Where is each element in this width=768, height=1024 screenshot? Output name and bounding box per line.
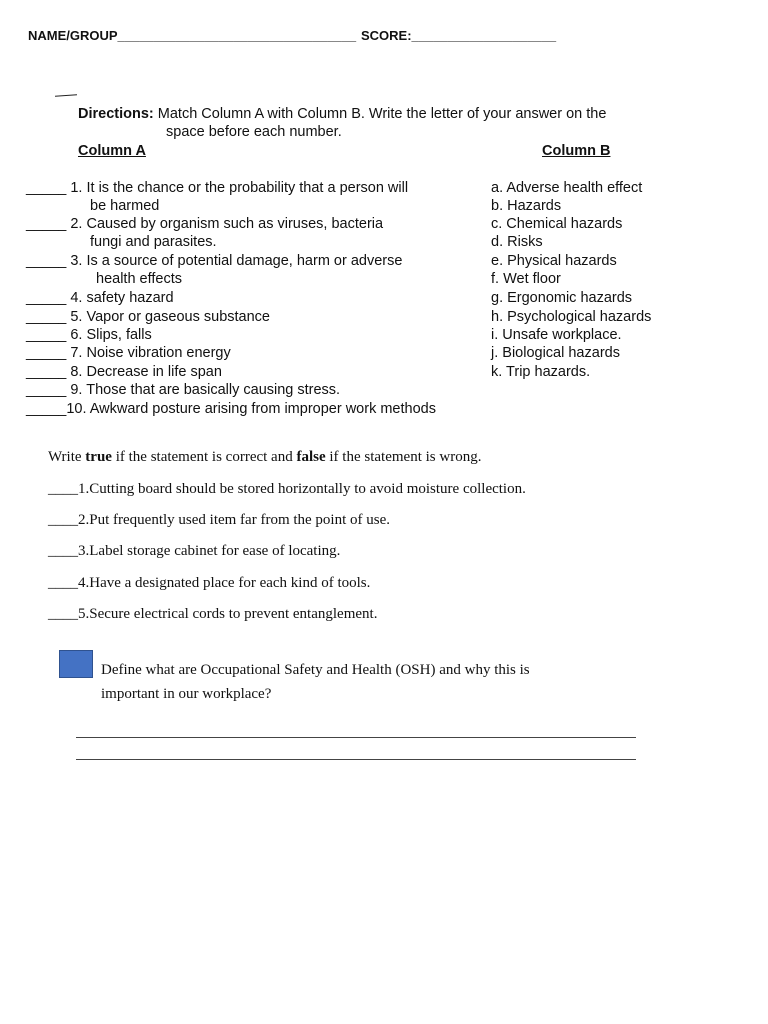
directions-label: Directions: (78, 106, 154, 122)
true-false-instructions (48, 449, 481, 466)
answer-blank[interactable]: _____ (26, 253, 67, 269)
directions-text: Match Column A with Column B. Write the letter of your answer on the (157, 106, 607, 122)
true-false-item-4 (48, 575, 370, 592)
true-false-item-2 (48, 512, 390, 529)
column-a-item-3-cont: health effects (96, 271, 182, 287)
column-a-item-7 (26, 345, 231, 361)
item-text: 10. Awkward posture arising from improper work methods (66, 401, 436, 417)
column-a-item-1 (26, 180, 408, 196)
column-a-item-2 (26, 216, 383, 232)
true-false-item-5 (48, 606, 377, 623)
column-b-item-f: f. Wet floor (491, 271, 561, 287)
column-b-item-b: b. Hazards (491, 198, 562, 214)
column-a-item-6 (26, 327, 152, 343)
answer-blank[interactable]: _____ (26, 216, 67, 232)
column-b-item-c: c. Chemical hazards (491, 216, 623, 232)
column-b-item-e: e. Physical hazards (491, 253, 617, 269)
column-a-title: Column A (78, 143, 146, 159)
statement-text: 5.Secure electrical cords to prevent entanglement. (78, 606, 378, 622)
essay-question-line-1: Define what are Occupational Safety and Health (OSH) and why this is (101, 662, 530, 678)
statement-text: 4.Have a designated place for each kind of tools. (78, 575, 371, 591)
item-text: 5. Vapor or gaseous substance (70, 309, 270, 325)
answer-blank[interactable]: ____ (48, 543, 78, 559)
instruction-true-word: true (85, 449, 112, 465)
column-b-item-j: j. Biological hazards (491, 345, 620, 361)
true-false-item-3 (48, 543, 340, 560)
statement-text: 1.Cutting board should be stored horizontally to avoid moisture collection. (78, 481, 526, 497)
item-text: 6. Slips, falls (70, 327, 152, 343)
answer-blank[interactable]: _____ (26, 309, 67, 325)
column-b-item-a: a. Adverse health effect (491, 180, 643, 196)
column-b-item-h: h. Psychological hazards (491, 309, 652, 325)
name-group-field[interactable]: NAME/GROUP_________________________________ (28, 28, 357, 43)
answer-blank[interactable]: ____ (48, 512, 78, 528)
answer-blank[interactable]: ____ (48, 606, 78, 622)
column-b-item-i: i. Unsafe workplace. (491, 327, 622, 343)
directions-line-2: space before each number. (166, 124, 342, 140)
instruction-text: if the statement is correct and (111, 449, 297, 465)
item-text: 8. Decrease in life span (70, 364, 222, 380)
statement-text: 2.Put frequently used item far from the point of use. (78, 512, 391, 528)
answer-blank[interactable]: _____ (26, 345, 67, 361)
item-text: 3. Is a source of potential damage, harm or adverse (70, 253, 403, 269)
column-a-item-5 (26, 309, 270, 325)
answer-blank[interactable]: ____ (48, 481, 78, 497)
answer-blank[interactable]: _____ (26, 401, 67, 417)
answer-blank[interactable]: _____ (26, 364, 67, 380)
answer-blank[interactable]: _____ (26, 290, 67, 306)
item-text: 9. Those that are basically causing stress. (70, 382, 341, 398)
item-text: 1. It is the chance or the probability that a person will (70, 180, 409, 196)
true-false-item-1 (48, 481, 526, 498)
answer-blank[interactable]: _____ (26, 327, 67, 343)
essay-answer-line-2[interactable] (76, 759, 636, 760)
item-text: 7. Noise vibration energy (70, 345, 231, 361)
column-b-title: Column B (542, 143, 611, 159)
essay-question-line-2: important in our workplace? (101, 686, 272, 702)
directions-line-1 (78, 106, 606, 122)
instruction-text: Write (48, 449, 86, 465)
column-a-item-2-cont: fungi and parasites. (90, 234, 217, 250)
blue-square-marker (59, 650, 93, 678)
column-b-item-k: k. Trip hazards. (491, 364, 591, 380)
column-a-item-9 (26, 382, 340, 398)
column-a-item-4 (26, 290, 174, 306)
column-b-item-d: d. Risks (491, 234, 543, 250)
instruction-text: if the statement is wrong. (325, 449, 482, 465)
column-a-item-8 (26, 364, 222, 380)
score-field[interactable]: SCORE:____________________ (361, 28, 557, 43)
column-b-item-g: g. Ergonomic hazards (491, 290, 633, 306)
column-a-item-10 (26, 401, 436, 417)
statement-text: 3.Label storage cabinet for ease of locating. (78, 543, 341, 559)
column-a-item-1-cont: be harmed (90, 198, 160, 214)
item-text: 2. Caused by organism such as viruses, bacteria (70, 216, 384, 232)
stray-dash-mark (55, 94, 77, 97)
essay-answer-line-1[interactable] (76, 737, 636, 738)
instruction-false-word: false (296, 449, 326, 465)
item-text: 4. safety hazard (70, 290, 174, 306)
answer-blank[interactable]: ____ (48, 575, 78, 591)
answer-blank[interactable]: _____ (26, 382, 67, 398)
column-a-item-3 (26, 253, 402, 269)
answer-blank[interactable]: _____ (26, 180, 67, 196)
